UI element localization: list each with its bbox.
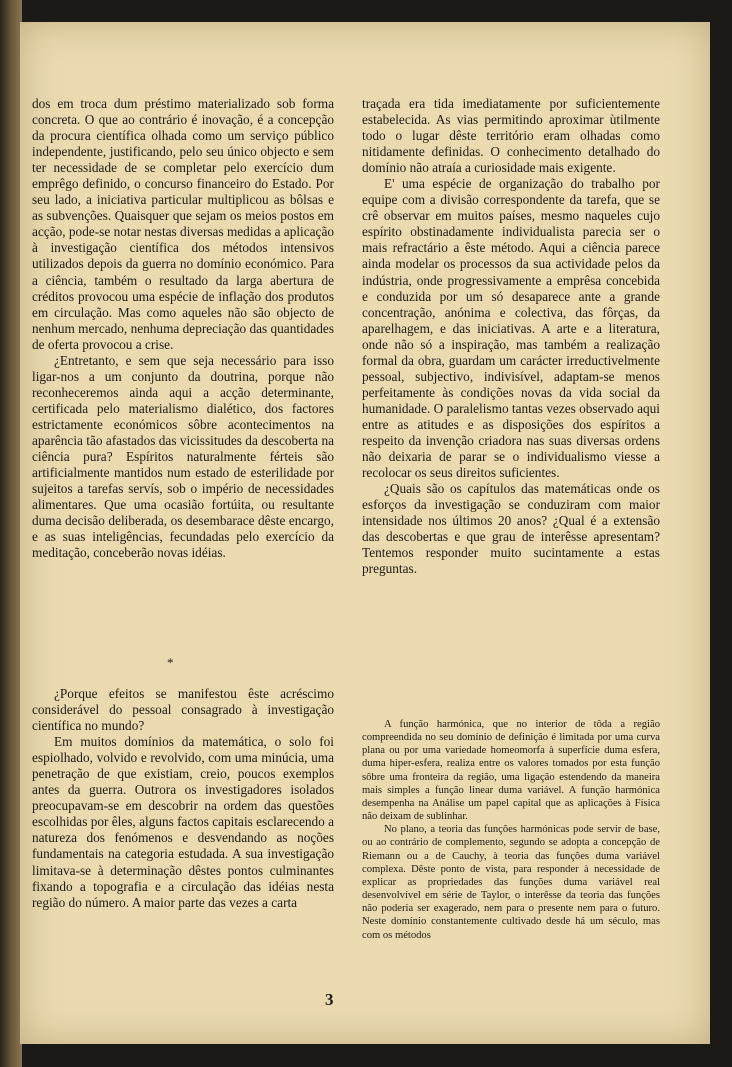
section-separator: * [167, 655, 174, 670]
left-paragraph-4: Em muitos domínios da matemática, o solo foi espiolhado, volvido e revolvido, com uma minúcia, uma penetração de que existiam, creio, poucos exemplos antes da guerra. Outrora os investigadores isolados preocupavam-se em descobrir na ordem das questões escolhidas por êles, alguns factos capitais esclarecendo a natureza dos fenómenos e desvendando as noções fundamentais na categoria estudada. A sua investigação limitava-se à determinação dêstes pontos culminantes fixando a topografia e a circulação das idéias nesta região do número. A maior parte das vezes a carta [32, 734, 335, 910]
left-column-bottom [32, 686, 334, 911]
page-number: 3 [325, 990, 334, 1009]
footnote-block [362, 718, 660, 942]
right-paragraph-1: traçada era tida imediatamente por suficientemente estabelecida. As vias permitindo aproximar ùtilmente todo o lugar dêste território eram olhadas como nitidamente definidas. O conhecimento detalhado do domínio não atraía a curiosidade mais exigente. [362, 96, 660, 176]
scan-binding-edge [0, 0, 22, 1067]
footnote-paragraph-1: A função harmónica, que no interior de tôda a região compreendida no seu domínio de definição é limitada por uma curva plana ou por uma variedade homeomorfa à superfície duma esfera, duma hiper-esfera, realiza entre os valores tomados por esta função sôbre uma fronteira da região, uma ligação estendendo da maneira mais simples a função linear duma variável. A função harmónica desempenha na Análise um papel capital que as aplicações à Física não deixam de sublinhar. [362, 719, 660, 823]
book-page [20, 22, 710, 1044]
left-paragraph-1: dos em troca dum préstimo materializado sob forma concreta. O que ao contrário é inovação, é a concepção da procura científica olhada como um serviço público independente, justificando, pelo seu único objecto e sem ter necessidade de se completar pelo exercício dum emprêgo definido, o concurso financeiro do Estado. Por seu lado, a iniciativa particular multiplicou as bôlsas e as subvenções. Quaisquer que sejam os meios postos em acção, pode-se notar nestas diversas medidas a aplicação à investigação científica dos métodos intensivos utilizados depois da guerra no domínio económico. Para a ciência, também o resultado da larga abertura de créditos provocou uma espécie de inflação dos produtos em circulação. Mas como aqueles não são objecto de nenhum mercado, nenhuma depreciação das quantidades de oferta provocou a crise. [32, 96, 335, 352]
left-column-top [32, 96, 334, 561]
left-paragraph-3: ¿Porque efeitos se manifestou êste acréscimo considerável do pessoal consagrado à investigação científica no mundo? [32, 686, 334, 734]
right-paragraph-3: ¿Quais são os capítulos das matemáticas onde os esforços da investigação se conduziram com maior intensidade nos últimos 20 anos? ¿Qual é a extensão das descobertas e que grau de interêsse apresentam? Tentemos responder muito sucintamente a estas preguntas. [362, 481, 660, 577]
left-paragraph-2: ¿Entretanto, e sem que seja necessário para isso ligar-nos a um conjunto da doutrina, porque não reconheceremos ainda aqui a acção determinante, certificada pelo materialismo dialético, dos factores estrictamente económicos sôbre acontecimentos na aparência tão afastados das vicissitudes da descoberta na ciência pura? Espíritos naturalmente férteis são artificialmente mantidos num estado de esterilidade por sujeitos a tarefas servís, sob o império de necessidades alimentares. Que uma ocasião fortúita, ou resultante duma decisão deliberada, os desembarace dêste encargo, e as suas inteligências, fecundadas pelo exercício da meditação, conceberão novas idéias. [32, 352, 334, 561]
right-column [362, 96, 660, 577]
right-paragraph-2: E' uma espécie de organização do trabalho por equipe com a divisão correspondente da tarefa, que se crê observar em muitos países, mesmo naqueles cujo espírito obstinadamente individualista parecia ser o mais refractário a êste método. Aqui a ciência parece ainda modelar os processos da sua actividade pelos da indústria, onde progressivamente a emprêsa concebida e conduzida por um só desaparece ante a grande concentração, anónima e colectiva, das fôrças, da aparelhagem, e das iniciativas. A arte e a literatura, onde não só a inspiração, mas também a realização formal da obra, guardam um carácter irreductivelmente pessoal, subjectivo, indivisível, adaptam-se menos perfeitamente às condições novas da vida social da humanidade. O paralelismo tantas vezes observado aqui entre as atitudes e as disposições dos espíritos a respeito da invenção criadora nas suas diversas ordens não deixaria de parar se o individualismo viesse a recolocar os seus direitos suficientes. [362, 176, 660, 481]
footnote-paragraph-2: No plano, a teoria das funções harmónicas pode servir de base, ou ao contrário de complemento, segundo se adopta a concepção de Riemann ou a de Cauchy, à teoria das funções duma variável complexa. Dêste ponto de vista, para responder à necessidade de explicar as propriedades das funções duma variável real desenvolvível em série de Taylor, o interêsse da teoria das funções não poderia ser exagerado, nem para o presente nem para o futuro. Neste domínio constantemente cultivado desde há um século, mas com os métodos [362, 824, 660, 941]
